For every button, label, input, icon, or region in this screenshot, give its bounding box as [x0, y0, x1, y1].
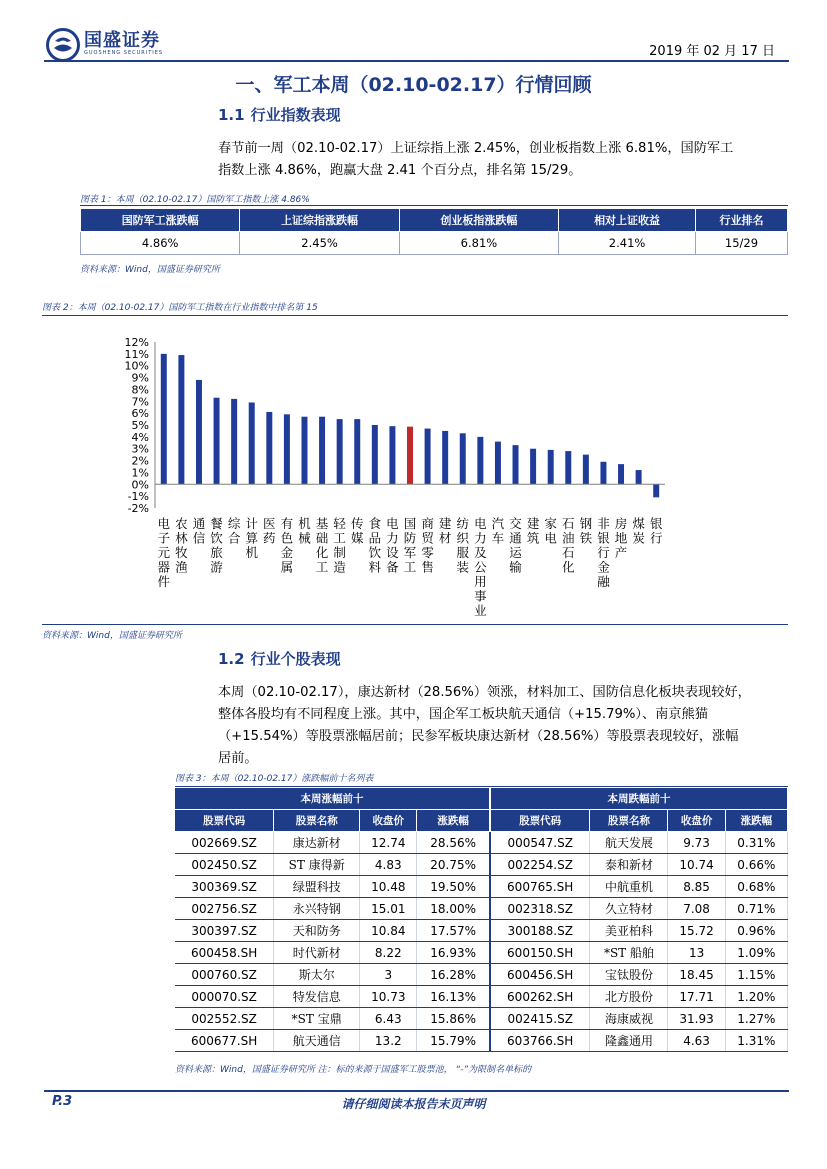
- stock-name-cell: ST 康得新: [274, 854, 360, 876]
- x-category-label: 农林牧渔: [175, 516, 188, 575]
- y-tick-label: 2%: [131, 454, 149, 468]
- paragraph-line: 居前。: [218, 751, 258, 766]
- stock-name-cell: 宝钛股份: [590, 964, 668, 986]
- company-logo-text: 国盛证券: [84, 30, 160, 51]
- bar-1: [178, 355, 184, 484]
- stock-code-cell: 600765.SH: [490, 876, 590, 898]
- y-tick-label: -1%: [127, 490, 149, 504]
- company-logo-icon: [46, 28, 80, 62]
- bar-27: [636, 470, 642, 484]
- table-header: 股票名称: [274, 810, 360, 832]
- bar-20: [513, 445, 519, 484]
- figure-2-top-rule: [42, 315, 788, 316]
- x-category-label: 建筑: [526, 516, 540, 546]
- table-row: [175, 964, 788, 986]
- bar-17: [460, 433, 466, 484]
- table-header: 股票代码: [175, 810, 274, 832]
- stock-code-cell: 002756.SZ: [175, 898, 274, 920]
- y-tick-label: 8%: [131, 383, 149, 397]
- x-category-label: 交通运输: [509, 516, 522, 575]
- close-price-cell: 18.45: [668, 964, 725, 986]
- index-performance-table: [80, 208, 788, 255]
- table-row: [81, 232, 788, 255]
- footer-disclaimer: 请仔细阅读本报告末页声明: [341, 1097, 486, 1111]
- close-price-cell: 3: [360, 964, 417, 986]
- bar-6: [266, 412, 272, 484]
- x-axis-labels: [158, 516, 663, 617]
- x-category-label: 纺织服装: [456, 516, 470, 575]
- subsection-label: 行业个股表现: [250, 650, 341, 668]
- close-price-cell: 10.73: [360, 986, 417, 1008]
- bar-2: [196, 380, 202, 484]
- stock-name-cell: 隆鑫通用: [590, 1030, 668, 1052]
- x-category-label: 食品饮料: [368, 516, 382, 575]
- change-pct-cell: 0.66%: [725, 854, 787, 876]
- bar-12: [372, 425, 378, 484]
- close-price-cell: 8.22: [360, 942, 417, 964]
- close-price-cell: 17.71: [668, 986, 725, 1008]
- group-header-up: 本周涨幅前十: [175, 788, 490, 810]
- x-category-label: 房地产: [614, 516, 628, 560]
- x-category-label: 计算机: [245, 516, 258, 560]
- table-header: 国防军工涨跌幅: [81, 209, 240, 232]
- figure-1-top-rule: [80, 205, 788, 206]
- table-row: [175, 1008, 788, 1030]
- bar-28: [653, 484, 659, 497]
- stock-code-cell: 600456.SH: [490, 964, 590, 986]
- stock-code-cell: 600458.SH: [175, 942, 274, 964]
- close-price-cell: 10.84: [360, 920, 417, 942]
- y-tick-label: -2%: [127, 502, 149, 515]
- figure-1-caption: 图表 1：本周（02.10-02.17）国防军工指数上涨 4.86%: [80, 195, 310, 205]
- close-price-cell: 8.85: [668, 876, 725, 898]
- stock-name-cell: 时代新材: [274, 942, 360, 964]
- bar-5: [249, 402, 255, 484]
- industry-ranking-chart: [40, 322, 700, 617]
- close-price-cell: 4.63: [668, 1030, 725, 1052]
- table-header: 涨跌幅: [725, 810, 787, 832]
- stock-name-cell: 美亚柏科: [590, 920, 668, 942]
- x-category-label: 电子元器件: [157, 516, 171, 589]
- close-price-cell: 15.72: [668, 920, 725, 942]
- change-pct-cell: 0.31%: [725, 832, 787, 854]
- bar-11: [354, 419, 360, 484]
- change-pct-cell: 28.56%: [417, 832, 490, 854]
- bar-13: [389, 426, 395, 484]
- page-number: P.3: [52, 1094, 73, 1109]
- table-header: 股票名称: [590, 810, 668, 832]
- paragraph-line: 本周（02.10-02.17），康达新材（28.56%）领涨，材料加工、国防信息化板块表现较好，: [218, 685, 751, 700]
- change-pct-cell: 18.00%: [417, 898, 490, 920]
- report-date: 2019 年 02 月 17 日: [649, 44, 775, 59]
- change-pct-cell: 0.96%: [725, 920, 787, 942]
- stock-code-cell: 000760.SZ: [175, 964, 274, 986]
- x-category-label: 非银行金融: [597, 516, 610, 589]
- bar-14: [407, 427, 413, 485]
- subsection-title-1-2: [218, 648, 341, 669]
- bar-23: [565, 451, 571, 484]
- bar-19: [495, 442, 501, 485]
- figure-3-top-rule: [175, 786, 788, 787]
- stock-name-cell: 泰和新材: [590, 854, 668, 876]
- stock-name-cell: 特发信息: [274, 986, 360, 1008]
- bar-4: [231, 399, 237, 484]
- x-category-label: 银行: [649, 516, 663, 546]
- stock-code-cell: 000070.SZ: [175, 986, 274, 1008]
- figure-2-caption: 图表 2：本周（02.10-02.17）国防军工指数在行业指数中排名第 15: [42, 303, 318, 313]
- table-header: 创业板指涨跌幅: [399, 209, 558, 232]
- y-tick-label: 3%: [131, 442, 149, 456]
- close-price-cell: 13.2: [360, 1030, 417, 1052]
- bar-15: [425, 429, 431, 485]
- change-pct-cell: 16.93%: [417, 942, 490, 964]
- table-header: 行业排名: [696, 209, 788, 232]
- y-tick-label: 12%: [124, 336, 149, 349]
- company-logo-subtext: GUOSHENG SECURITIES: [84, 50, 164, 56]
- subsection-label: 行业指数表现: [250, 106, 341, 124]
- stock-name-cell: 天和防务: [274, 920, 360, 942]
- table-cell: 15/29: [696, 232, 788, 255]
- y-tick-label: 9%: [131, 371, 149, 385]
- x-category-label: 商贸零售: [421, 516, 434, 575]
- x-category-label: 通信: [192, 516, 206, 546]
- stock-code-cell: 300369.SZ: [175, 876, 274, 898]
- footer-divider: [44, 1090, 789, 1092]
- paragraph-line: 整体各股均有不同程度上涨。其中，国企军工板块航天通信（+15.79%）、南京熊猫: [218, 707, 708, 722]
- y-axis-labels: [125, 336, 149, 515]
- x-category-label: 轻工制造: [333, 516, 346, 575]
- x-category-label: 综合: [227, 516, 241, 546]
- stock-name-cell: 康达新材: [274, 832, 360, 854]
- table-cell: 2.41%: [559, 232, 696, 255]
- x-category-label: 医药: [263, 516, 276, 546]
- stock-code-cell: 300188.SZ: [490, 920, 590, 942]
- close-price-cell: 12.74: [360, 832, 417, 854]
- x-category-label: 煤炭: [632, 516, 645, 546]
- stock-code-cell: 002318.SZ: [490, 898, 590, 920]
- bar-0: [161, 354, 167, 484]
- x-category-label: 家电: [544, 516, 557, 546]
- stock-name-cell: 中航重机: [590, 876, 668, 898]
- x-category-label: 国防军工: [403, 516, 417, 575]
- close-price-cell: 10.74: [668, 854, 725, 876]
- table-header: 收盘价: [360, 810, 417, 832]
- bar-21: [530, 449, 536, 485]
- x-category-label: 机械: [298, 516, 311, 546]
- subsection-number: 1.1: [218, 106, 245, 124]
- paragraph-index-summary: [218, 138, 788, 182]
- table-header: 涨跌幅: [417, 810, 490, 832]
- x-category-label: 石油石化: [562, 516, 575, 575]
- stock-name-cell: 海康威视: [590, 1008, 668, 1030]
- section-title: 一、军工本周（02.10-02.17）行情回顾: [235, 74, 592, 96]
- table-row: [175, 1030, 788, 1052]
- y-tick-label: 5%: [131, 419, 149, 432]
- close-price-cell: 15.01: [360, 898, 417, 920]
- stock-name-cell: 航天通信: [274, 1030, 360, 1052]
- close-price-cell: 13: [668, 942, 725, 964]
- bar-3: [214, 398, 220, 485]
- y-tick-label: 10%: [124, 359, 149, 373]
- x-category-label: 电力设备: [386, 516, 399, 575]
- x-category-label: 餐饮旅游: [210, 516, 223, 575]
- figure-2-bottom-rule: [42, 624, 788, 625]
- bar-7: [284, 414, 290, 484]
- bar-18: [477, 437, 483, 484]
- x-category-label: 传媒: [350, 516, 364, 546]
- close-price-cell: 31.93: [668, 1008, 725, 1030]
- x-category-label: 建材: [438, 516, 452, 546]
- y-tick-label: 4%: [131, 430, 149, 444]
- paragraph-stock-summary: [218, 682, 788, 770]
- change-pct-cell: 15.79%: [417, 1030, 490, 1052]
- stock-code-cell: 603766.SH: [490, 1030, 590, 1052]
- stock-code-cell: 600262.SH: [490, 986, 590, 1008]
- table-header-row: [175, 810, 788, 832]
- paragraph-line: 指数上涨 4.86%，跑赢大盘 2.41 个百分点，排名第 15/29。: [218, 163, 582, 178]
- table-group-header-row: [175, 788, 788, 810]
- bar-series: [161, 354, 659, 497]
- change-pct-cell: 16.13%: [417, 986, 490, 1008]
- bar-16: [442, 431, 448, 484]
- stock-code-cell: 600150.SH: [490, 942, 590, 964]
- paragraph-line: 春节前一周（02.10-02.17）上证综指上涨 2.45%，创业板指数上涨 6.81%，国防军工: [218, 141, 734, 156]
- stock-name-cell: 永兴特钢: [274, 898, 360, 920]
- stock-name-cell: 北方股份: [590, 986, 668, 1008]
- x-category-label: 汽车: [491, 516, 505, 546]
- y-tick-label: 0%: [131, 478, 149, 492]
- change-pct-cell: 19.50%: [417, 876, 490, 898]
- paragraph-line: （+15.54%）等股票涨幅居前；民参军板块康达新材（28.56%）等股票表现较好，涨幅: [218, 729, 739, 744]
- header-divider: [44, 60, 789, 62]
- bar-10: [337, 419, 343, 484]
- table-header: 上证综指涨跌幅: [240, 209, 399, 232]
- table-header-row: [81, 209, 788, 232]
- change-pct-cell: 1.27%: [725, 1008, 787, 1030]
- change-pct-cell: 1.09%: [725, 942, 787, 964]
- subsection-number: 1.2: [218, 650, 245, 668]
- stock-name-cell: 航天发展: [590, 832, 668, 854]
- bar-24: [583, 455, 589, 485]
- figure-3-source: 资料来源：Wind，国盛证券研究所 注：标的来源于国盛军工股票池， “-”为限制名单标的: [175, 1065, 532, 1075]
- bar-22: [548, 450, 554, 484]
- figure-3-caption: 图表 3：本周（02.10-02.17）涨跌幅前十名列表: [175, 774, 374, 784]
- stock-code-cell: 600677.SH: [175, 1030, 274, 1052]
- table-cell: 4.86%: [81, 232, 240, 255]
- table-row: [175, 986, 788, 1008]
- group-header-down: 本周跌幅前十: [490, 788, 788, 810]
- table-row: [175, 876, 788, 898]
- table-row: [175, 920, 788, 942]
- change-pct-cell: 15.86%: [417, 1008, 490, 1030]
- close-price-cell: 9.73: [668, 832, 725, 854]
- change-pct-cell: 20.75%: [417, 854, 490, 876]
- table-row: [175, 832, 788, 854]
- x-category-label: 基础化工: [315, 516, 329, 575]
- stock-code-cell: 002254.SZ: [490, 854, 590, 876]
- stock-code-cell: 002415.SZ: [490, 1008, 590, 1030]
- change-pct-cell: 0.71%: [725, 898, 787, 920]
- x-category-label: 电力及公用事业: [474, 516, 487, 617]
- change-pct-cell: 17.57%: [417, 920, 490, 942]
- figure-2-source: 资料来源：Wind，国盛证券研究所: [42, 631, 182, 641]
- bar-25: [600, 462, 606, 485]
- table-cell: 2.45%: [240, 232, 399, 255]
- change-pct-cell: 0.68%: [725, 876, 787, 898]
- y-tick-label: 6%: [131, 407, 149, 421]
- table-header: 股票代码: [490, 810, 590, 832]
- top-movers-table-body: [175, 832, 788, 1052]
- stock-code-cell: 002450.SZ: [175, 854, 274, 876]
- close-price-cell: 10.48: [360, 876, 417, 898]
- table-row: [175, 854, 788, 876]
- y-tick-label: 7%: [131, 395, 149, 409]
- stock-name-cell: *ST 宝鼎: [274, 1008, 360, 1030]
- stock-name-cell: 绿盟科技: [274, 876, 360, 898]
- bar-9: [319, 417, 325, 485]
- stock-name-cell: 久立特材: [590, 898, 668, 920]
- table-row: [175, 942, 788, 964]
- change-pct-cell: 16.28%: [417, 964, 490, 986]
- close-price-cell: 6.43: [360, 1008, 417, 1030]
- table-header: 相对上证收益: [559, 209, 696, 232]
- bar-8: [301, 417, 307, 485]
- change-pct-cell: 1.31%: [725, 1030, 787, 1052]
- close-price-cell: 7.08: [668, 898, 725, 920]
- top-movers-table: [175, 788, 788, 1052]
- stock-code-cell: 000547.SZ: [490, 832, 590, 854]
- table-cell: 6.81%: [399, 232, 558, 255]
- figure-1-source: 资料来源：Wind，国盛证券研究所: [80, 265, 220, 275]
- stock-name-cell: 斯太尔: [274, 964, 360, 986]
- stock-code-cell: 002552.SZ: [175, 1008, 274, 1030]
- bar-26: [618, 464, 624, 484]
- change-pct-cell: 1.15%: [725, 964, 787, 986]
- stock-code-cell: 300397.SZ: [175, 920, 274, 942]
- y-tick-label: 1%: [131, 466, 149, 480]
- x-category-label: 有色金属: [280, 516, 294, 575]
- subsection-title-1-1: [218, 104, 341, 125]
- stock-name-cell: *ST 船舶: [590, 942, 668, 964]
- change-pct-cell: 1.20%: [725, 986, 787, 1008]
- close-price-cell: 4.83: [360, 854, 417, 876]
- table-row: [175, 898, 788, 920]
- x-category-label: 钢铁: [579, 516, 593, 546]
- y-tick-label: 11%: [124, 347, 149, 361]
- stock-code-cell: 002669.SZ: [175, 832, 274, 854]
- table-header: 收盘价: [668, 810, 725, 832]
